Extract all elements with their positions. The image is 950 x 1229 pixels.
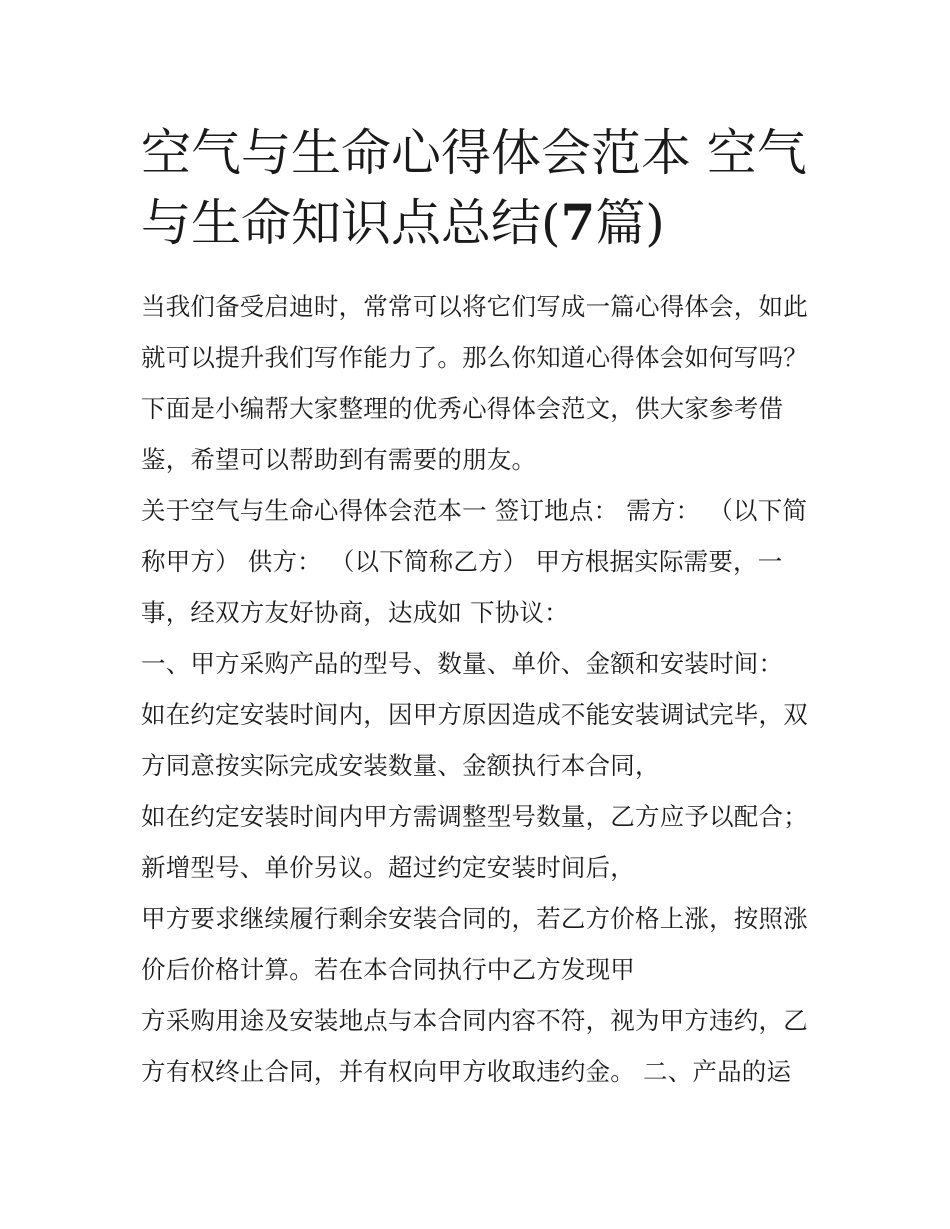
paragraph-contract-parties: 关于空气与生命心得体会范本一 签订地点： 需方： （以下简称甲方） 供方： （以下简称乙方） 甲方根据实际需要，一事，经双方友好协商，达成如 下协议：: [141, 496, 808, 627]
title-line-2-prefix: 与生命知识点总结(: [141, 194, 561, 252]
paragraph-intro: 当我们备受启迪时，常常可以将它们写成一篇心得体会，如此就可以提升我们写作能力了。那么你知道心得体会如何写吗？下面是小编帮大家整理的优秀心得体会范文，供大家参考借鉴，希望可以帮助到有需要的朋友。: [141, 292, 808, 474]
paragraph-model-adjustment: 如在约定安装时间内甲方需调整型号数量，乙方应予以配合；新增型号、单价另议。超过约定安装时间后，: [141, 802, 808, 882]
paragraph-installation-delay: 如在约定安装时间内，因甲方原因造成不能安装调试完毕，双方同意按实际完成安装数量、金额执行本合同，: [141, 700, 808, 780]
paragraph-price-increase: 甲方要求继续履行剩余安装合同的，若乙方价格上涨，按照涨价后价格计算。若在本合同执行中乙方发现甲: [141, 904, 808, 984]
title-line-1: 空气与生命心得体会范本 空气: [141, 124, 807, 182]
document-content: [141, 118, 821, 1097]
title-line-2-suffix: 篇): [595, 194, 665, 252]
paragraph-section-one: 一、甲方采购产品的型号、数量、单价、金额和安装时间：: [141, 649, 784, 678]
title-number: 7: [560, 193, 596, 252]
document-body: [141, 281, 821, 1097]
paragraph-breach: 方采购用途及安装地点与本合同内容不符，视为甲方违约，乙方有权终止合同，并有权向甲方收取违约金。 二、产品的运: [141, 1006, 808, 1086]
document-title: [141, 118, 821, 258]
